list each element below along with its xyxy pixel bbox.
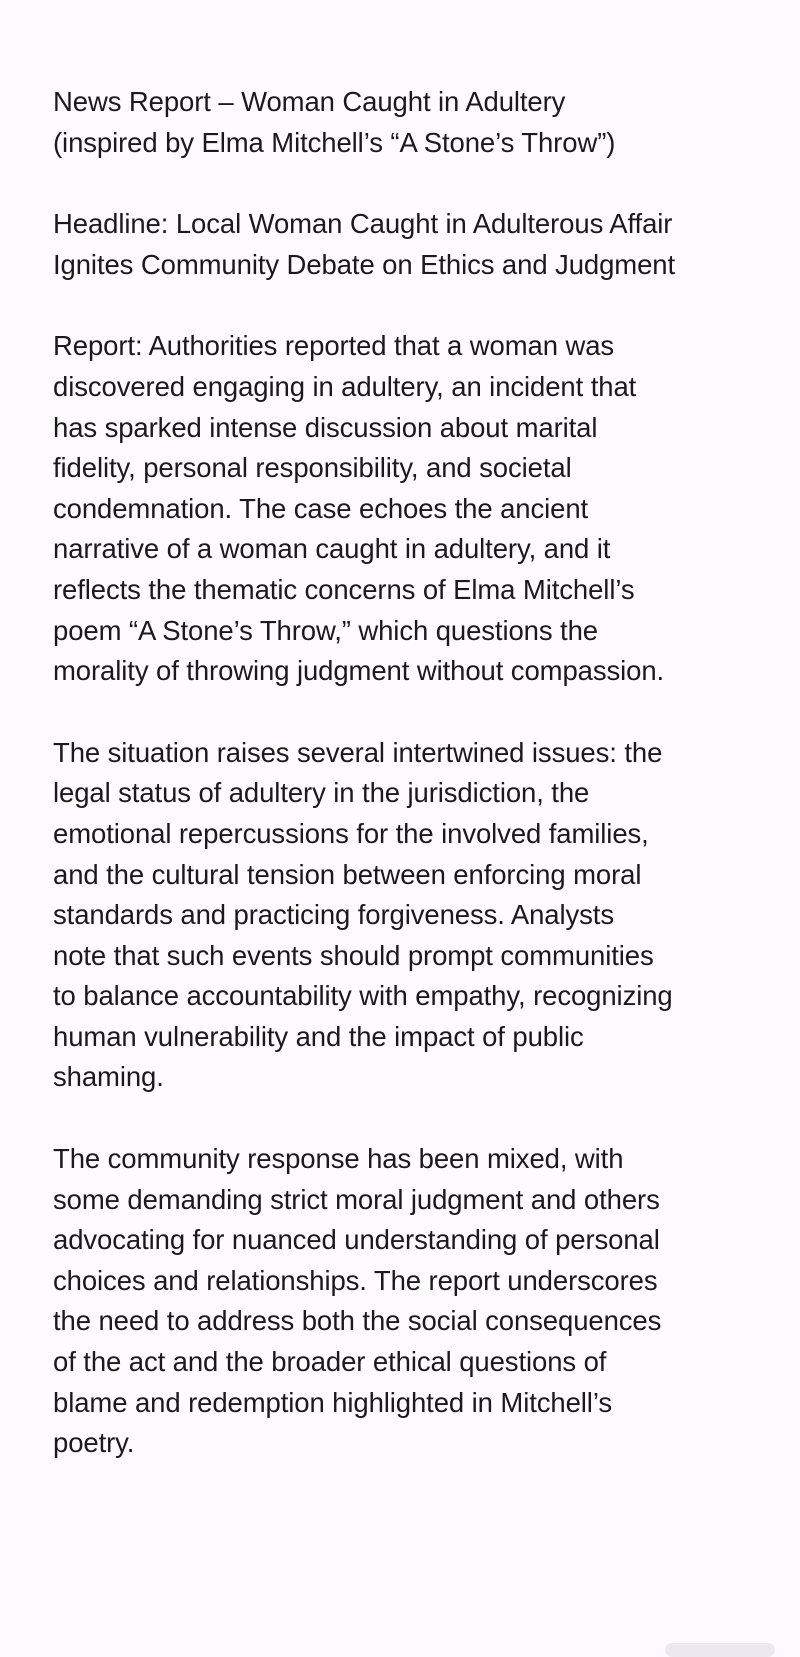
text-line: discovered engaging in adultery, an incident that <box>53 370 637 402</box>
text-line: emotional repercussions for the involved families, <box>53 817 649 849</box>
text-line: standards and practicing forgiveness. Analysts <box>53 899 614 931</box>
text-line: morality of throwing judgment without compassion. <box>53 655 665 687</box>
text-line: reflects the thematic concerns of Elma Mitchell’s <box>53 573 635 605</box>
text-line: shaming. <box>53 1061 164 1093</box>
text-line: poetry. <box>53 1427 135 1459</box>
document-body <box>53 82 773 1505</box>
text-line: Report: Authorities reported that a woman was <box>53 330 615 362</box>
headline <box>53 204 773 285</box>
analysis-paragraph <box>53 733 773 1098</box>
text-line: blame and redemption highlighted in Mitchell’s <box>53 1386 612 1418</box>
text-line: legal status of adultery in the jurisdiction, the <box>53 777 590 809</box>
text-line: condemnation. The case echoes the ancient <box>53 492 589 524</box>
text-line: some demanding strict moral judgment and others <box>53 1183 660 1215</box>
text-line: has sparked intense discussion about marital <box>53 411 598 443</box>
text-line: human vulnerability and the impact of public <box>53 1020 584 1052</box>
subtitle-line: (inspired by Elma Mitchell’s “A Stone’s Throw”) <box>53 126 616 158</box>
text-line: The situation raises several intertwined issues: the <box>53 736 663 768</box>
report-paragraph <box>53 326 773 691</box>
report-title <box>53 82 773 163</box>
headline-line: Ignites Community Debate on Ethics and Judgment <box>53 248 676 280</box>
title-line: News Report – Woman Caught in Adultery <box>53 86 566 117</box>
text-line: fidelity, personal responsibility, and societal <box>53 452 572 484</box>
text-line: advocating for nuanced understanding of personal <box>53 1224 660 1256</box>
community-paragraph <box>53 1139 773 1464</box>
headline-line: Headline: Local Woman Caught in Adulterous Affair <box>53 208 673 240</box>
home-indicator[interactable] <box>665 1643 775 1657</box>
text-line: to balance accountability with empathy, recognizing <box>53 980 673 1012</box>
text-line: and the cultural tension between enforcing moral <box>53 858 642 890</box>
text-line: the need to address both the social consequences <box>53 1305 662 1337</box>
text-line: The community response has been mixed, with <box>53 1143 624 1175</box>
text-line: poem “A Stone’s Throw,” which questions the <box>53 614 598 646</box>
text-line: note that such events should prompt communities <box>53 939 654 971</box>
text-line: of the act and the broader ethical questions of <box>53 1346 607 1378</box>
text-line: narrative of a woman caught in adultery, and it <box>53 533 611 565</box>
text-line: choices and relationships. The report underscores <box>53 1264 658 1296</box>
